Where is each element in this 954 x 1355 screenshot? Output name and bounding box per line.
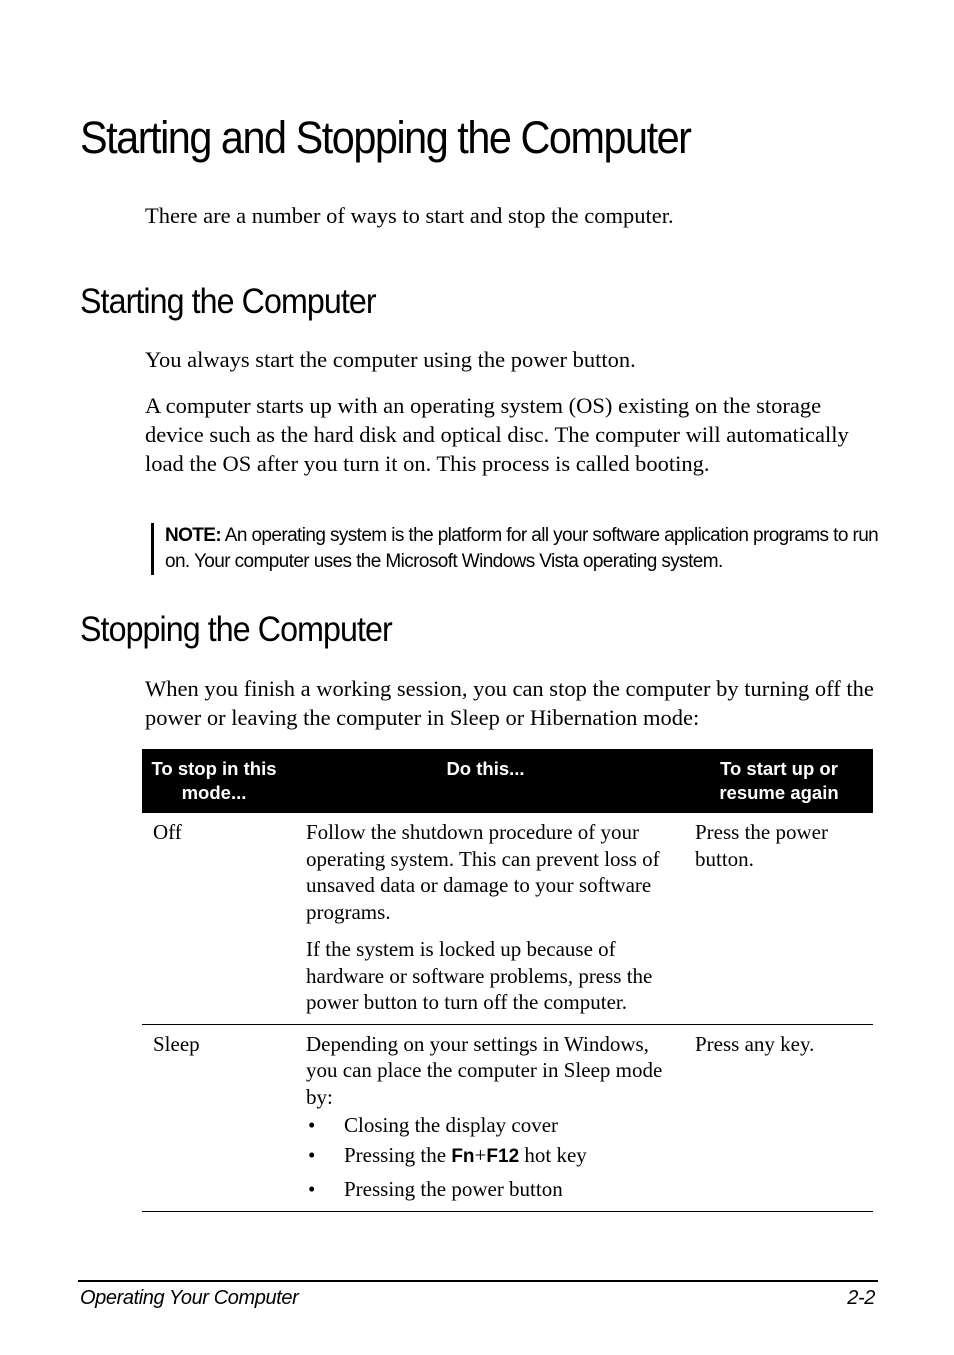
mode-cell: Off: [142, 813, 286, 1024]
resume-cell: Press any key.: [685, 1024, 873, 1211]
note-label: NOTE:: [165, 525, 222, 546]
power-modes-table: [142, 749, 873, 1212]
stopping-paragraph-1: When you finish a working session, you can stop the computer by turning off the power or leaving the computer in Sleep or Hibernation mode:: [145, 676, 874, 730]
list-item-text: hot key: [519, 1142, 587, 1167]
header-stop-mode: To stop in this mode...: [142, 749, 286, 813]
action-cell: [286, 813, 685, 1024]
header-do-this: Do this...: [286, 749, 685, 813]
table-header-row: [142, 749, 873, 813]
page-title: Starting and Stopping the Computer: [80, 112, 691, 163]
section-heading-stopping: Stopping the Computer: [80, 610, 392, 649]
resume-cell: Press the power button.: [685, 813, 873, 1024]
footer-page-number: 2-2: [847, 1287, 875, 1309]
header-resume: To start up or resume again: [685, 749, 873, 813]
footer-chapter: Operating Your Computer: [80, 1287, 299, 1309]
starting-paragraph-1: You always start the computer using the power button.: [145, 347, 636, 372]
f12-key: F12: [486, 1145, 520, 1167]
mode-cell: Sleep: [142, 1024, 286, 1211]
footer-rule: [78, 1280, 878, 1282]
action-text: If the system is locked up because of hardware or software problems, press the power button to turn off the computer.: [306, 937, 653, 1014]
list-item: • Closing the display cover: [306, 1112, 681, 1139]
table-row: [142, 1024, 873, 1211]
fn-key: Fn: [451, 1145, 475, 1167]
intro-paragraph: There are a number of ways to start and stop the computer.: [145, 203, 674, 228]
plus-sign: +: [474, 1142, 487, 1167]
starting-paragraph-2: A computer starts up with an operating system (OS) existing on the storage device such as the hard disk and optical disc. The computer will automatically load the OS after you turn it on. This process is called booting.: [145, 393, 849, 476]
action-text: Follow the shutdown procedure of your operating system. This can prevent loss of unsaved data or damage to your software programs.: [306, 820, 660, 924]
note-text: An operating system is the platform for all your software application programs to run on. Your computer uses the Microsoft Windows Vista operating system.: [165, 525, 879, 572]
list-item: [306, 1142, 681, 1171]
action-cell: [286, 1024, 685, 1211]
list-item: • Pressing the power button: [306, 1176, 681, 1203]
list-item-text: Pressing the: [344, 1142, 452, 1167]
action-text: Depending on your settings in Windows, you can place the computer in Sleep mode by:: [306, 1031, 663, 1109]
sleep-methods-list: [306, 1112, 681, 1203]
section-heading-starting: Starting the Computer: [80, 282, 376, 321]
note-box: [151, 523, 897, 575]
table-row: [142, 813, 873, 1024]
